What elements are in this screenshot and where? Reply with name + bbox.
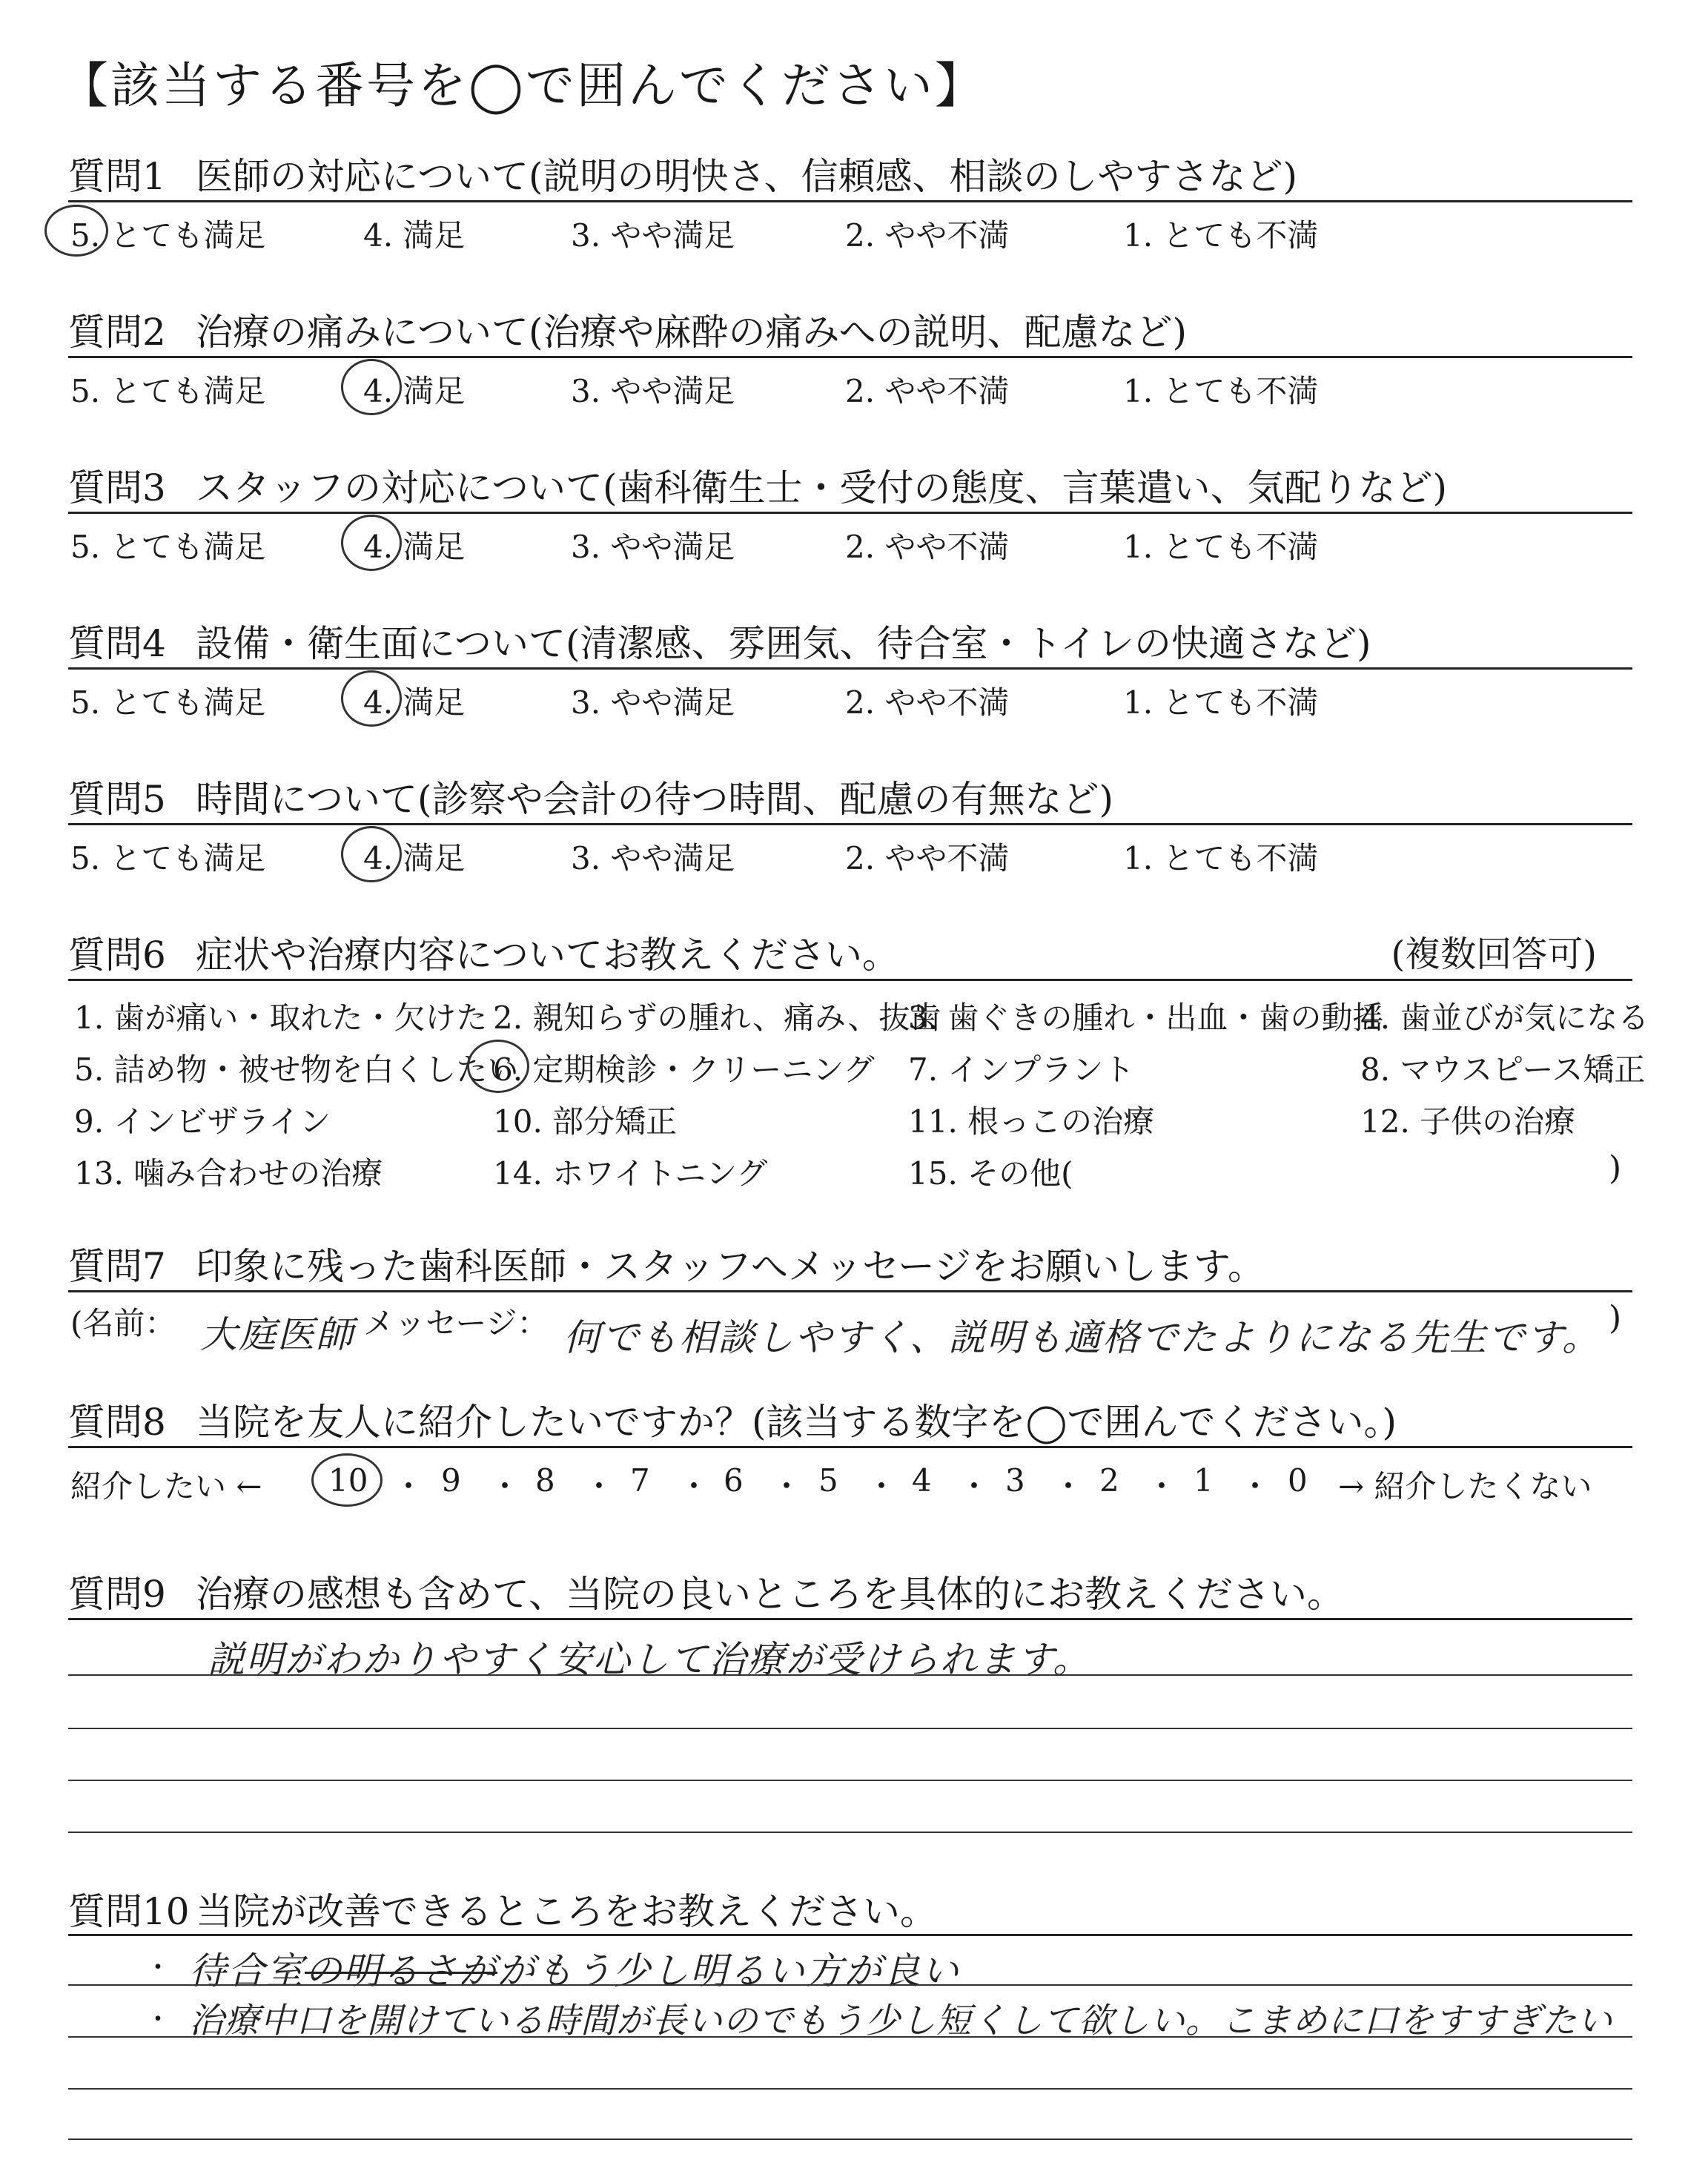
- struck-text-content: の明るさが: [305, 1949, 497, 1992]
- question-number: 質問8: [68, 1401, 166, 1444]
- q5-option-2[interactable]: 2. やや不満: [845, 840, 1010, 876]
- bullet: ・: [145, 1952, 172, 1983]
- handwritten-message[interactable]: 何でも相談しやすく、説明も適格でたよりになる先生です。: [563, 1316, 1601, 1359]
- q6-option-3[interactable]: 3. 歯ぐきの腫れ・出血・歯の動揺: [908, 1000, 1384, 1036]
- scale-1[interactable]: 1: [1194, 1462, 1214, 1499]
- question-number: 質問2: [68, 311, 166, 354]
- q3-option-5[interactable]: 5. とても満足: [70, 529, 266, 565]
- question-number: 質問10: [68, 1890, 190, 1933]
- scale-separator: ・: [959, 1468, 990, 1505]
- question-2: [68, 303, 1187, 356]
- question-text: スタッフの対応について(歯科衛生士・受付の態度、言葉遣い、気配りなど): [196, 466, 1448, 509]
- recommend-left-label: 紹介したい ←: [70, 1468, 262, 1505]
- q4-option-1[interactable]: 1. とても不満: [1123, 684, 1319, 721]
- multiple-answers-note: (複数回答可): [1391, 934, 1597, 975]
- divider: [68, 823, 1632, 825]
- handwritten-improvement-2[interactable]: 治療中口を開けている時間が長いのでもう少し短くして欲しい。こまめに口をすすぎたい: [189, 2001, 1613, 2041]
- divider: [68, 1290, 1632, 1292]
- handwritten-answer[interactable]: 説明がわかりやすく安心して治療が受けられます。: [208, 1638, 1091, 1681]
- question-number: 質問5: [68, 778, 166, 821]
- divider: [68, 1446, 1632, 1448]
- question-text: 治療の痛みについて(治療や麻酔の痛みへの説明、配慮など): [196, 311, 1188, 354]
- scale-8[interactable]: 8: [535, 1462, 555, 1499]
- question-text: 設備・衛生面について(清潔感、雰囲気、待合室・トイレの快適さなど): [196, 622, 1371, 665]
- question-4: [68, 614, 1371, 667]
- bullet: ・: [145, 2004, 172, 2035]
- q3-option-3[interactable]: 3. やや満足: [571, 529, 735, 565]
- divider: [68, 1934, 1632, 1936]
- divider: [68, 512, 1632, 514]
- divider: [68, 979, 1632, 981]
- divider: [68, 356, 1632, 358]
- q6-option-12[interactable]: 12. 子供の治療: [1360, 1103, 1576, 1140]
- other-close-bracket: ): [1609, 1149, 1622, 1187]
- struck-text: [305, 1949, 497, 1992]
- question-number: 質問7: [68, 1245, 166, 1288]
- question-text: 時間について(診察や会計の待つ時間、配慮の有無など): [196, 778, 1114, 821]
- answer-line: [68, 2036, 1632, 2038]
- scale-separator: ・: [1146, 1468, 1178, 1505]
- question-7: [68, 1237, 1265, 1290]
- q6-option-5[interactable]: 5. 詰め物・被せ物を白くしたい: [74, 1051, 519, 1088]
- improvement-1-part-1: 待合室: [189, 1949, 305, 1992]
- q1-option-1[interactable]: 1. とても不満: [1123, 217, 1319, 254]
- answer-line: [68, 1780, 1632, 1781]
- question-8: [68, 1393, 1397, 1446]
- scale-2[interactable]: 2: [1099, 1462, 1119, 1499]
- q6-option-6[interactable]: 6. 定期検診・クリーニング: [493, 1051, 875, 1088]
- q1-option-5[interactable]: 5. とても満足: [70, 217, 266, 254]
- answer-line: [68, 2088, 1632, 2090]
- scale-separator: ・: [771, 1468, 803, 1505]
- question-number: 質問4: [68, 622, 166, 665]
- strikethrough: [305, 1972, 497, 1974]
- q6-option-8[interactable]: 8. マウスピース矯正: [1360, 1051, 1646, 1088]
- selection-circle: [44, 205, 108, 257]
- message-close-bracket: ): [1609, 1299, 1622, 1337]
- improvement-1-part-2: がもう少し明るい方が良い: [497, 1949, 960, 1992]
- question-text: 治療の感想も含めて、当院の良いところを具体的にお教えください。: [196, 1573, 1344, 1616]
- scale-10[interactable]: 10: [328, 1462, 368, 1499]
- handwritten-improvement-1[interactable]: [189, 1941, 960, 1995]
- scale-9[interactable]: 9: [441, 1462, 461, 1499]
- name-label: (名前：: [70, 1305, 176, 1341]
- answer-line: [68, 1832, 1632, 1833]
- scale-separator: ・: [393, 1468, 425, 1505]
- scale-7[interactable]: 7: [630, 1462, 650, 1499]
- question-10: [68, 1882, 937, 1935]
- recommend-right-label: → 紹介したくない: [1338, 1468, 1592, 1505]
- q4-option-2[interactable]: 2. やや不満: [845, 684, 1010, 721]
- scale-5[interactable]: 5: [818, 1462, 838, 1499]
- scale-6[interactable]: 6: [724, 1462, 744, 1499]
- q3-option-2[interactable]: 2. やや不満: [845, 529, 1010, 565]
- q6-option-14[interactable]: 14. ホワイトニング: [493, 1155, 768, 1192]
- q5-option-3[interactable]: 3. やや満足: [571, 840, 735, 876]
- q5-option-1[interactable]: 1. とても不満: [1123, 840, 1319, 876]
- question-1: [68, 147, 1297, 200]
- divider: [68, 1618, 1632, 1620]
- answer-line: [68, 1674, 1632, 1676]
- q6-option-13[interactable]: 13. 噛み合わせの治療: [74, 1155, 383, 1192]
- question-3: [68, 458, 1447, 512]
- q6-option-1[interactable]: 1. 歯が痛い・取れた・欠けた: [74, 1000, 488, 1036]
- q3-option-4[interactable]: 4. 満足: [363, 529, 466, 565]
- q5-option-4[interactable]: 4. 満足: [363, 840, 466, 876]
- question-text: 症状や治療内容についてお教えください。: [196, 934, 899, 977]
- answer-line: [68, 2138, 1632, 2140]
- selection-circle: [311, 1453, 383, 1507]
- scale-separator: ・: [489, 1468, 521, 1505]
- q6-option-10[interactable]: 10. 部分矯正: [493, 1103, 678, 1140]
- scale-3[interactable]: 3: [1005, 1462, 1025, 1499]
- scale-4[interactable]: 4: [912, 1462, 932, 1499]
- selection-circle: [341, 826, 402, 882]
- question-text: 当院を友人に紹介したいですか？(該当する数字を◯で囲んでください。): [196, 1401, 1397, 1444]
- scale-separator: ・: [1239, 1468, 1271, 1505]
- scale-0[interactable]: 0: [1288, 1462, 1308, 1499]
- divider: [68, 200, 1632, 202]
- message-label: メッセージ：: [363, 1305, 549, 1341]
- answer-line: [68, 1728, 1632, 1729]
- selection-circle: [341, 359, 402, 415]
- scale-separator: ・: [866, 1468, 898, 1505]
- question-text: 当院が改善できるところをお教えください。: [196, 1890, 937, 1933]
- q1-option-2[interactable]: 2. やや不満: [845, 217, 1010, 254]
- q6-option-15[interactable]: 15. その他(: [908, 1155, 1073, 1192]
- question-number: 質問6: [68, 934, 166, 977]
- selection-circle: [341, 670, 402, 727]
- question-text: 医師の対応について(説明の明快さ、信頼感、相談のしやすさなど): [196, 155, 1298, 198]
- q4-option-5[interactable]: 5. とても満足: [70, 684, 266, 721]
- q6-option-2[interactable]: 2. 親知らずの腫れ、痛み、抜歯: [493, 1000, 941, 1036]
- scale-separator: ・: [583, 1468, 615, 1505]
- selection-circle: [467, 1040, 529, 1093]
- q1-option-3[interactable]: 3. やや満足: [571, 217, 735, 254]
- question-9: [68, 1565, 1344, 1618]
- q2-option-1[interactable]: 1. とても不満: [1123, 373, 1319, 409]
- scale-separator: ・: [678, 1468, 710, 1505]
- q4-option-4[interactable]: 4. 満足: [363, 684, 466, 721]
- q2-option-4[interactable]: 4. 満足: [363, 373, 466, 409]
- answer-line: [68, 1984, 1632, 1986]
- scale-separator: ・: [1053, 1468, 1085, 1505]
- q2-option-2[interactable]: 2. やや不満: [845, 373, 1010, 409]
- q2-option-5[interactable]: 5. とても満足: [70, 373, 266, 409]
- selection-circle: [341, 515, 402, 571]
- question-number: 質問3: [68, 466, 166, 509]
- question-text: 印象に残った歯科医師・スタッフへメッセージをお願いします。: [196, 1245, 1265, 1288]
- question-6: [68, 925, 899, 979]
- handwritten-name[interactable]: 大庭医師: [200, 1313, 354, 1356]
- q5-option-5[interactable]: 5. とても満足: [70, 840, 266, 876]
- q1-option-4[interactable]: 4. 満足: [363, 217, 466, 254]
- q6-option-4[interactable]: 4. 歯並びが気になる: [1360, 1000, 1649, 1036]
- question-5: [68, 770, 1113, 823]
- q6-option-11[interactable]: 11. 根っこの治療: [908, 1103, 1155, 1140]
- q4-option-3[interactable]: 3. やや満足: [571, 684, 735, 721]
- divider: [68, 667, 1632, 670]
- page-title: 【該当する番号を◯で囲んでください】: [59, 57, 986, 114]
- q2-option-3[interactable]: 3. やや満足: [571, 373, 735, 409]
- q6-option-7[interactable]: 7. インプラント: [908, 1051, 1135, 1088]
- q6-option-9[interactable]: 9. インビザライン: [74, 1103, 331, 1140]
- q3-option-1[interactable]: 1. とても不満: [1123, 529, 1319, 565]
- question-number: 質問9: [68, 1573, 166, 1616]
- question-number: 質問1: [68, 155, 166, 198]
